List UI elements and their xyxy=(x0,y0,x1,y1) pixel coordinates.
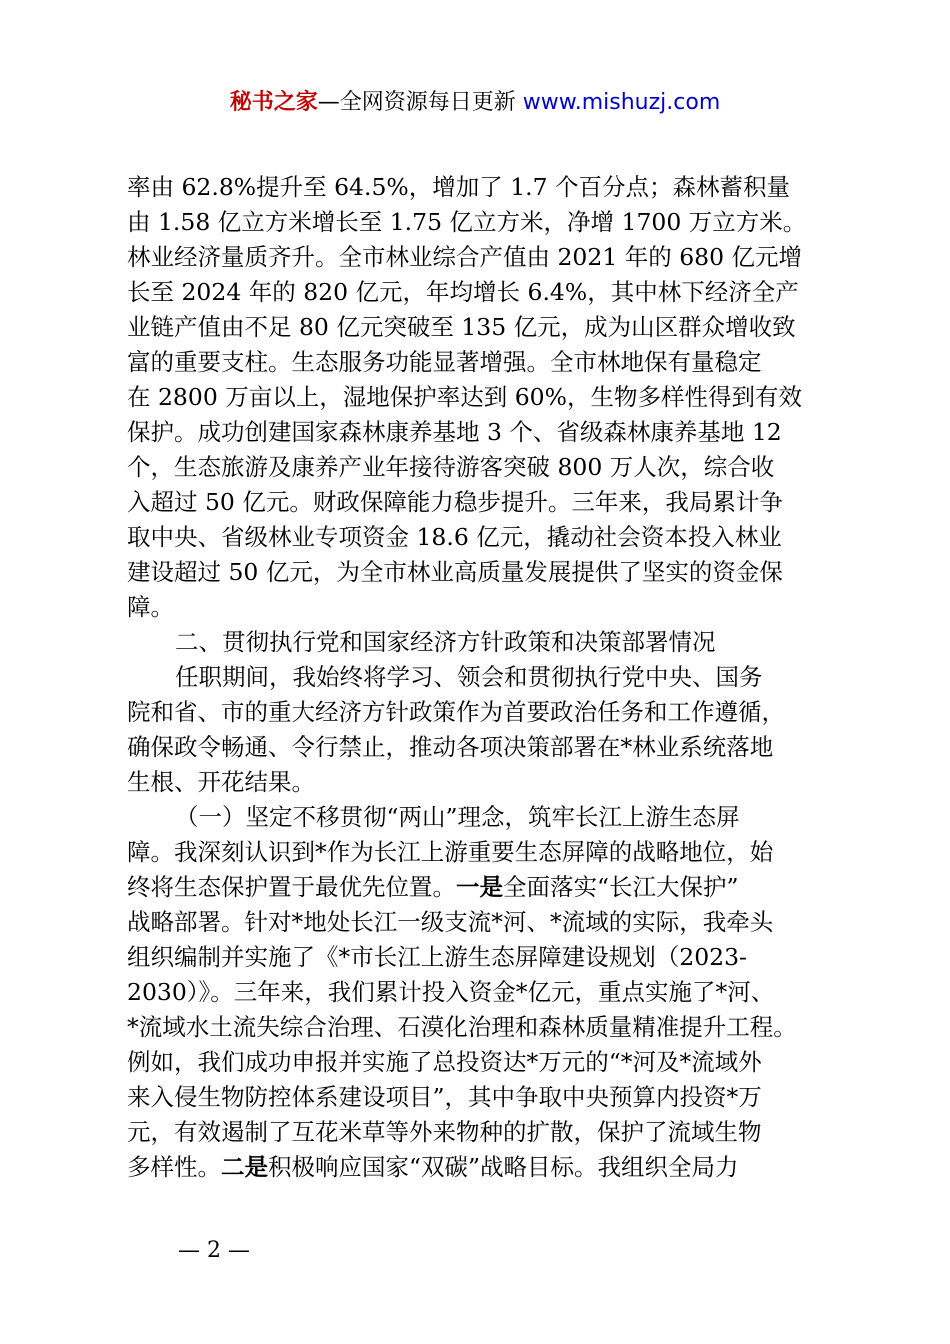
text-line: 元，有效遏制了互花米草等外来物种的扩散，保护了流域生物 xyxy=(127,1118,762,1146)
text-line: 个，生态旅游及康养产业年接待游客突破 800 万人次，综合收 xyxy=(127,453,775,481)
site-url-link[interactable]: www.mishuzj.com xyxy=(522,90,721,115)
text-line: 业链产值由不足 80 亿元突破至 135 亿元，成为山区群众增收致 xyxy=(127,313,796,341)
text-line: 取中央、省级林业专项资金 18.6 亿元，撬动社会资本投入林业 xyxy=(127,523,782,551)
emphasis-label: 一是 xyxy=(456,873,503,901)
text-line: 来入侵生物防控体系建设项目”，其中争取中央预算内投资*万 xyxy=(127,1083,762,1111)
text-line: 任职期间，我始终将学习、领会和贯彻执行党中央、国务 xyxy=(175,663,763,691)
text-line: 林业经济量质齐升。全市林业综合产值由 2021 年的 680 亿元增 xyxy=(127,243,803,271)
text-line: 确保政令畅通、令行禁止，推动各项决策部署在*林业系统落地 xyxy=(127,733,774,761)
text-segment: 积极响应国家“双碳”战略目标。我组织全局力 xyxy=(268,1153,739,1181)
text-line: 富的重要支柱。生态服务功能显著增强。全市林地保有量稳定 xyxy=(127,348,762,376)
site-slogan: —全网资源每日更新 xyxy=(317,90,516,115)
text-segment: 多样性。 xyxy=(127,1153,221,1181)
emphasis-label: 二是 xyxy=(221,1153,268,1181)
text-line: 障。 xyxy=(127,593,174,621)
site-header xyxy=(0,86,950,120)
text-line: 保护。成功创建国家森林康养基地 3 个、省级森林康养基地 12 xyxy=(127,418,782,446)
text-line: （一）坚定不移贯彻“两山”理念，筑牢长江上游生态屏 xyxy=(175,803,740,831)
text-line: 率由 62.8%提升至 64.5%，增加了 1.7 个百分点；森林蓄积量 xyxy=(127,173,791,201)
text-line: 建设超过 50 亿元，为全市林业高质量发展提供了坚实的资金保 xyxy=(127,558,783,586)
text-line: 生根、开花结果。 xyxy=(127,768,315,796)
page-number: — 2 — xyxy=(178,1238,250,1263)
text-line: 长至 2024 年的 820 亿元，年均增长 6.4%，其中林下经济全产 xyxy=(127,278,799,306)
text-line xyxy=(127,870,833,905)
text-line: 在 2800 万亩以上，湿地保护率达到 60%，生物多样性得到有效 xyxy=(127,383,802,411)
text-line: 组织编制并实施了《*市长江上游生态屏障建设规划（2023- xyxy=(127,943,747,971)
document-body xyxy=(127,170,833,1185)
text-line: 例如，我们成功申报并实施了总投资达*万元的“*河及*流域外 xyxy=(127,1048,762,1076)
text-line: *流域水土流失综合治理、石漠化治理和森林质量精准提升工程。 xyxy=(127,1013,797,1041)
text-line xyxy=(127,1150,833,1185)
text-segment: 终将生态保护置于最优先位置。 xyxy=(127,873,456,901)
text-line: 院和省、市的重大经济方针政策作为首要政治任务和工作遵循， xyxy=(127,698,785,726)
text-line: 障。我深刻认识到*作为长江上游重要生态屏障的战略地位，始 xyxy=(127,838,774,866)
text-line: 由 1.58 亿立方米增长至 1.75 亿立方米，净增 1700 万立方米。 xyxy=(127,208,807,236)
text-line: 二、贯彻执行党和国家经济方针政策和决策部署情况 xyxy=(175,628,716,656)
text-segment: 全面落实“长江大保护” xyxy=(503,873,739,901)
text-line: 2030）》。三年来，我们累计投入资金*亿元，重点实施了*河、 xyxy=(127,978,775,1006)
brand-name: 秘书之家 xyxy=(229,90,318,115)
text-line: 战略部署。针对*地处长江一级支流*河、*流域的实际，我牵头 xyxy=(127,908,774,936)
text-line: 入超过 50 亿元。财政保障能力稳步提升。三年来，我局累计争 xyxy=(127,488,783,516)
